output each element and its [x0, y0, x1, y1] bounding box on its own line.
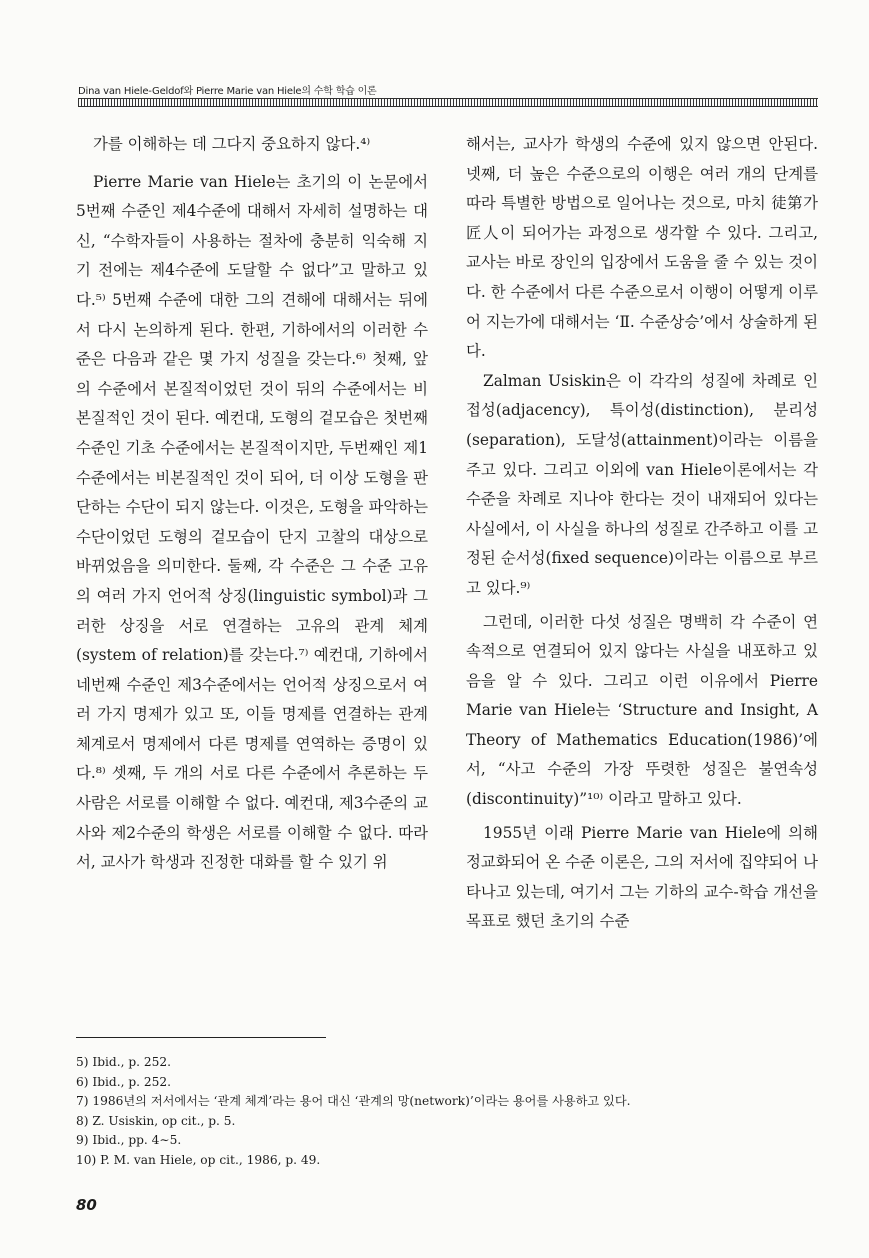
- left-column: [76, 130, 428, 878]
- footnote: 9) Ibid., pp. 4∼5.: [76, 1133, 182, 1148]
- right-column: [466, 130, 818, 937]
- footnote: 5) Ibid., p. 252.: [76, 1055, 172, 1069]
- paragraph: 그런데, 이러한 다섯 성질은 명백히 각 수준이 연속적으로 연결되어 있지 않다는 사실을 내포하고 있음을 알 수 있다. 그리고 이런 이유에서 Pierre Marie van Hiele는 ‘Structure and Insight, A Theory of Mathematics Education(1986)’에서, “사고 수준의 가장 뚜렷한 성질은 불연속성(discontinuity)”¹⁰⁾ 이라고 말하고 있다.: [466, 612, 818, 809]
- paragraph: 1955년 이래 Pierre Marie van Hiele에 의해 정교화되어 온 수준 이론은, 그의 저서에 집약되어 나타나고 있는데, 여기서 그는 기하의 교수-학습 개선을 목표로 했던 초기의 수준: [466, 823, 818, 931]
- running-header: Dina van Hiele-Geldof와 Pierre Marie van Hiele의 수학 학습 이론: [78, 86, 377, 97]
- paragraph: Zalman Usiskin은 이 각각의 성질에 차례로 인접성(adjacency), 특이성(distinction), 분리성(separation), 도달성(attainment)이라는 이름을 주고 있다. 그리고 이외에 van Hiele이론에서는 각 수준을 차례로 지나야 한다는 것이 내재되어 있다는 사실에서, 이 사실을 하나의 성질로 간주하고 이를 고정된 순서성(fixed sequence)이라는 이름으로 부르고 있다.⁹⁾: [466, 371, 818, 597]
- header-rule: [78, 98, 818, 107]
- footnote: 6) Ibid., p. 252.: [76, 1074, 172, 1089]
- footnotes: [76, 1053, 630, 1171]
- footnote: 7) 1986년의 저서에서는 ‘관계 체계’라는 용어 대신 ‘관계의 망(network)’이라는 용어를 사용하고 있다.: [76, 1094, 631, 1109]
- paragraph: 해서는, 교사가 학생의 수준에 있지 않으면 안된다. 넷째, 더 높은 수준으로의 이행은 여러 개의 단계를 따라 특별한 방법으로 일어나는 것으로, 마치 徒第가 匠人이 되어가는 과정으로 생각할 수 있다. 그리고, 교사는 바로 장인의 입장에서 도움을 줄 수 있는 것이다. 한 수준에서 다른 수준으로서 이행이 어떻게 이루어 지는가에 대해서는 ‘Ⅱ. 수준상승’에서 상술하게 된다.: [466, 135, 818, 361]
- footnote: 10) P. M. van Hiele, op cit., 1986, p. 49.: [76, 1152, 321, 1167]
- page-number: 80: [76, 1196, 97, 1214]
- footnote-rule: [76, 1037, 326, 1038]
- paragraph: 가를 이해하는 데 그다지 중요하지 않다.⁴⁾: [93, 135, 371, 153]
- paragraph: Pierre Marie van Hiele는 초기의 이 논문에서 5번째 수준인 제4수준에 대해서 자세히 설명하는 대신, “수학자들이 사용하는 절차에 충분히 익숙해 지기 전에는 제4수준에 도달할 수 없다”고 말하고 있다.⁵⁾ 5번째 수준에 대한 그의 견해에 대해서는 뒤에서 다시 논의하게 된다. 한편, 기하에서의 이러한 수준은 다음과 같은 몇 가지 성질을 갖는다.⁶⁾ 첫째, 앞의 수준에서 본질적이었던 것이 뒤의 수준에서는 비본질적인 것이 된다. 예컨대, 도형의 겉모습은 첫번째 수준인 기초 수준에서는 본질적이지만, 두번째인 제1수준에서는 비본질적인 것이 되어, 더 이상 도형을 판단하는 수단이 되지 않는다. 이것은, 도형을 파악하는 수단이었던 도형의 겉모습이 단지 고찰의 대상으로 바뀌었음을 의미한다. 둘째, 각 수준은 그 수준 고유의 여러 가지 언어적 상징(linguistic symbol)과 그러한 상징을 서로 연결하는 고유의 관계 체계(system of relation)를 갖는다.⁷⁾ 예컨대, 기하에서 네번째 수준인 제3수준에서는 언어적 상징으로서 여러 가지 명제가 있고 또, 이들 명제를 연결하는 관계 체계로서 명제에서 다른 명제를 연역하는 증명이 있다.⁸⁾ 셋째, 두 개의 서로 다른 수준에서 추론하는 두 사람은 서로를 이해할 수 없다. 예컨대, 제3수준의 교사와 제2수준의 학생은 서로를 이해할 수 없다. 따라서, 교사가 학생과 진정한 대화를 할 수 있기 위: [76, 172, 428, 872]
- footnote: 8) Z. Usiskin, op cit., p. 5.: [76, 1113, 236, 1128]
